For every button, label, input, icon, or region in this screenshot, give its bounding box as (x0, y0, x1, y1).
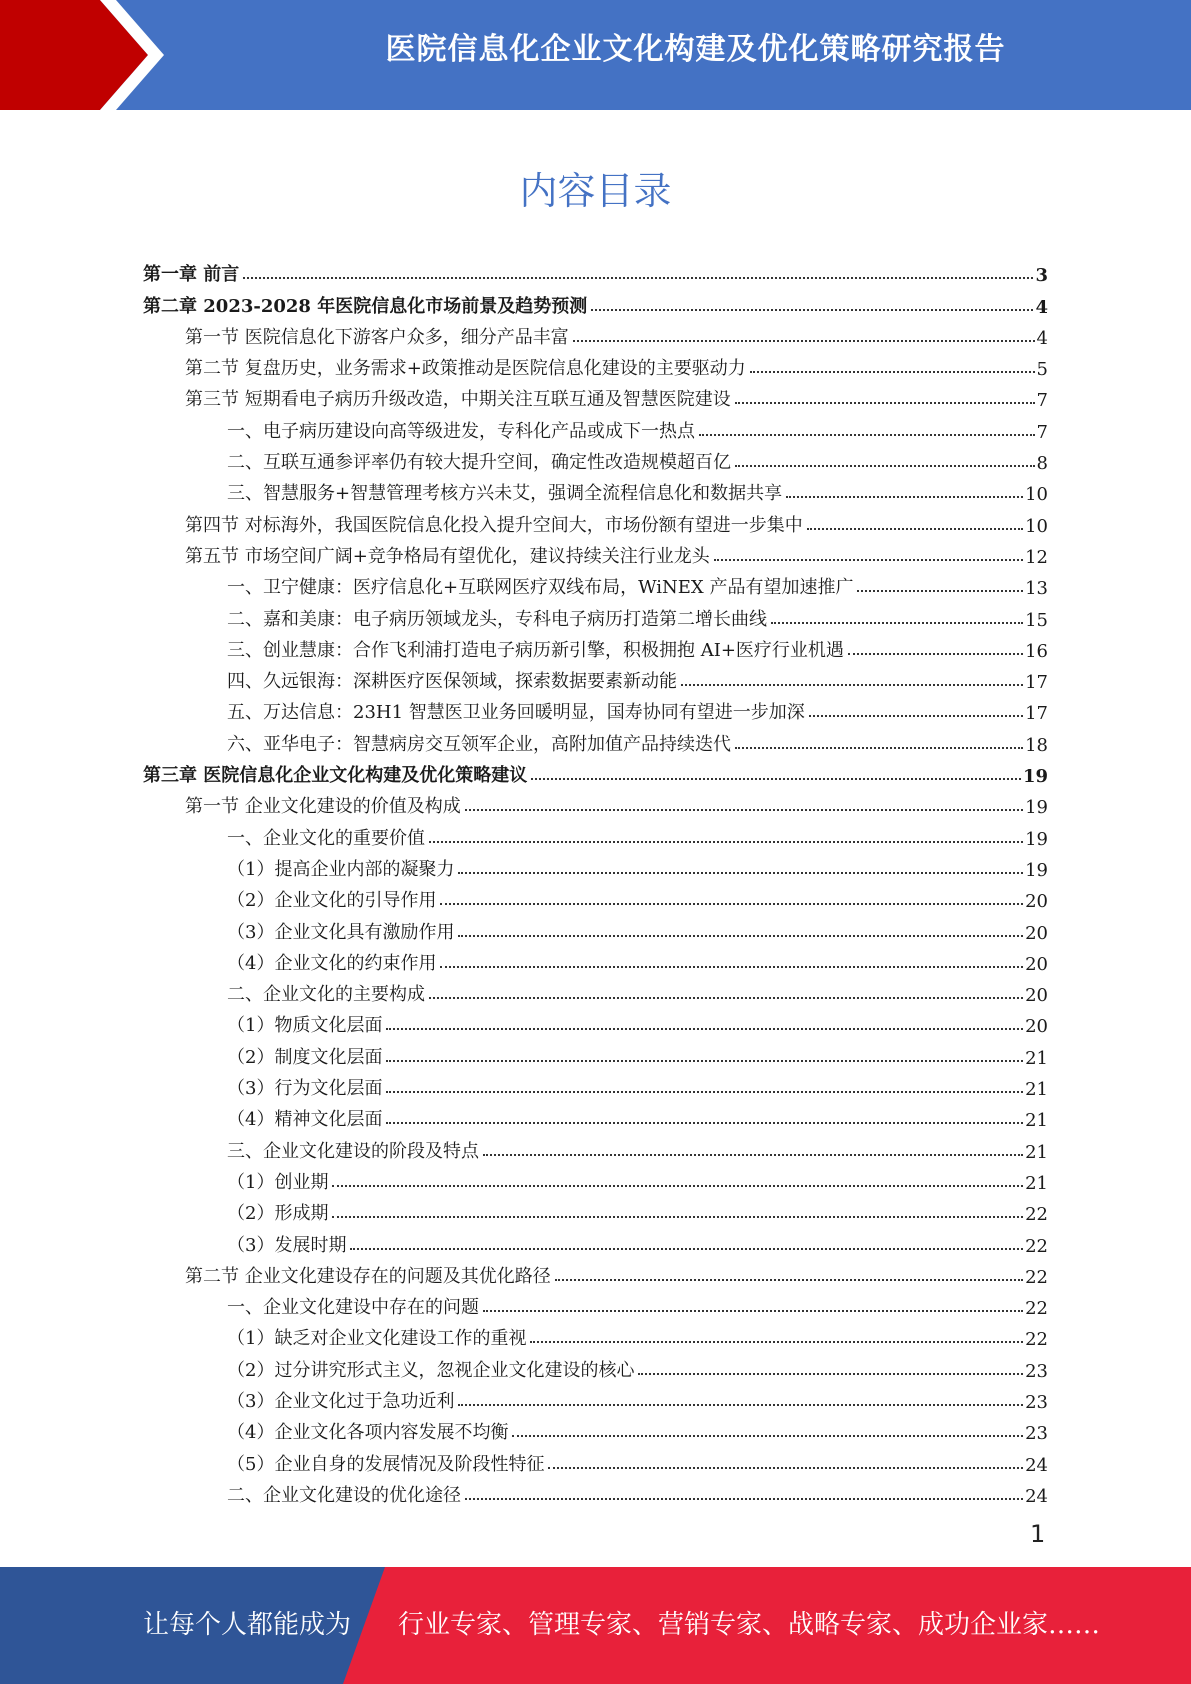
toc-entry-page: 21 (1025, 1141, 1048, 1163)
toc-entry-page: 19 (1025, 797, 1048, 819)
report-title: 医院信息化企业文化构建及优化策略研究报告 (385, 32, 1006, 67)
toc-entry-page: 18 (1025, 734, 1048, 756)
toc-entry-label: 第三节 短期看电子病历升级改造，中期关注互联互通及智慧医院建设 (185, 389, 731, 411)
toc-leader-dots (429, 841, 1023, 843)
toc-entry[interactable] (143, 724, 1048, 755)
toc-entry-label: 五、万达信息：23H1 智慧医卫业务回暖明显，国寿协同有望进一步加深 (227, 702, 805, 724)
toc-leader-dots (332, 1185, 1023, 1187)
toc-entry-page: 7 (1036, 390, 1048, 412)
toc-entry-page: 20 (1025, 985, 1048, 1007)
toc-entry-page: 22 (1025, 1266, 1048, 1288)
toc-entry[interactable] (143, 411, 1048, 442)
toc-entry-page: 21 (1025, 1110, 1048, 1132)
toc-entry-page: 19 (1022, 766, 1048, 788)
toc-entry-page: 3 (1035, 265, 1048, 287)
toc-entry-page: 22 (1025, 1204, 1048, 1226)
toc-entry[interactable] (143, 1257, 1048, 1288)
toc-entry[interactable] (143, 1288, 1048, 1319)
toc-entry-label: （2）制度文化层面 (227, 1046, 383, 1068)
toc-entry-page: 10 (1025, 515, 1048, 537)
toc-entry-page: 20 (1025, 891, 1048, 913)
toc-entry-page: 17 (1025, 672, 1048, 694)
toc-entry-page: 4 (1036, 327, 1048, 349)
toc-entry-page: 23 (1025, 1360, 1048, 1382)
toc-entry-label: 第一节 医院信息化下游客户众多，细分产品丰富 (185, 326, 569, 348)
toc-entry-label: 六、亚华电子：智慧病房交互领军企业，高附加值产品持续迭代 (227, 733, 731, 755)
toc-entry-label: 二、嘉和美康：电子病历领域龙头，专科电子病历打造第二增长曲线 (227, 608, 767, 630)
toc-leader-dots (573, 340, 1035, 342)
toc-leader-dots (555, 1279, 1023, 1281)
toc-entry-label: （1）缺乏对企业文化建设工作的重视 (227, 1328, 527, 1350)
toc-entry-label: 三、智慧服务+智慧管理考核方兴未艾，强调全流程信息化和数据共享 (227, 483, 783, 505)
toc-leader-dots (243, 277, 1033, 279)
toc-entry[interactable] (143, 818, 1048, 849)
toc-leader-dots (750, 371, 1035, 373)
toc-entry[interactable] (143, 1225, 1048, 1256)
toc-entry-page: 21 (1025, 1172, 1048, 1194)
toc-entry-page: 15 (1025, 609, 1048, 631)
toc-entry-page: 20 (1025, 1016, 1048, 1038)
toc-leader-dots (735, 747, 1023, 749)
toc-entry[interactable] (143, 286, 1048, 317)
toc-entry[interactable] (143, 1413, 1048, 1444)
toc-entry[interactable] (143, 1037, 1048, 1068)
toc-entry-label: 二、企业文化的主要构成 (227, 984, 425, 1006)
toc-entry-label: （3）企业文化过于急功近利 (227, 1390, 455, 1412)
toc-entry-page: 19 (1025, 859, 1048, 881)
toc-leader-dots (386, 1028, 1023, 1030)
toc-leader-dots (332, 1216, 1023, 1218)
toc-entry[interactable] (143, 255, 1048, 286)
toc-entry[interactable] (143, 1131, 1048, 1162)
toc-entry-page: 16 (1025, 640, 1048, 662)
toc-leader-dots (350, 1248, 1023, 1250)
toc-entry-page: 22 (1025, 1298, 1048, 1320)
toc-leader-dots (809, 715, 1023, 717)
toc-leader-dots (440, 903, 1023, 905)
toc-entry-label: （4）企业文化各项内容发展不均衡 (227, 1422, 509, 1444)
toc-entry-page: 21 (1025, 1079, 1048, 1101)
toc-entry-label: 第一节 企业文化建设的价值及构成 (185, 796, 461, 818)
toc-leader-dots (591, 309, 1033, 311)
toc-entry[interactable] (143, 693, 1048, 724)
toc-leader-dots (786, 496, 1023, 498)
toc-entry[interactable] (143, 944, 1048, 975)
toc-entry-label: 二、企业文化建设的优化途径 (227, 1484, 461, 1506)
toc-leader-dots (714, 559, 1023, 561)
toc-leader-dots (465, 1498, 1023, 1500)
toc-entry[interactable] (143, 1350, 1048, 1381)
toc-entry[interactable] (143, 599, 1048, 630)
toc-leader-dots (735, 402, 1035, 404)
toc-entry-label: 第二节 复盘历史，业务需求+政策推动是医院信息化建设的主要驱动力 (185, 358, 746, 380)
toc-entry-page: 19 (1025, 828, 1048, 850)
toc-entry-page: 22 (1025, 1235, 1048, 1257)
toc-entry-label: 一、卫宁健康：医疗信息化+互联网医疗双线布局，WiNEX 产品有望加速推广 (227, 577, 854, 599)
toc-entry[interactable] (143, 662, 1048, 693)
toc-entry[interactable] (143, 349, 1048, 380)
toc-leader-dots (458, 872, 1023, 874)
toc-entry[interactable] (143, 1006, 1048, 1037)
toc-entry-page: 24 (1025, 1485, 1048, 1507)
toc-entry[interactable] (143, 1163, 1048, 1194)
toc-heading: 内容目录 (519, 169, 672, 213)
page-footer (0, 1567, 1191, 1684)
toc-leader-dots (386, 1060, 1023, 1062)
toc-entry-label: （4）企业文化的约束作用 (227, 952, 437, 974)
toc-entry[interactable] (143, 380, 1048, 411)
toc-entry-label: 三、创业慧康：合作飞利浦打造电子病历新引擎，积极拥抱 AI+医疗行业机遇 (227, 639, 844, 661)
toc-leader-dots (848, 653, 1023, 655)
toc-entry-page: 13 (1025, 578, 1048, 600)
toc-entry-label: （5）企业自身的发展情况及阶段性特征 (227, 1453, 545, 1475)
toc-leader-dots (429, 997, 1023, 999)
toc-entry-page: 23 (1025, 1423, 1048, 1445)
toc-leader-dots (807, 528, 1023, 530)
toc-entry[interactable] (143, 912, 1048, 943)
toc-entry-page: 21 (1025, 1047, 1048, 1069)
toc-entry[interactable] (143, 1444, 1048, 1475)
toc-entry[interactable] (143, 1319, 1048, 1350)
toc-leader-dots (548, 1467, 1023, 1469)
toc-entry[interactable] (143, 443, 1048, 474)
toc-entry[interactable] (143, 1476, 1048, 1507)
toc-entry[interactable] (143, 537, 1048, 568)
toc-leader-dots (483, 1154, 1023, 1156)
toc-entry[interactable] (143, 756, 1048, 787)
toc-entry-label: （3）发展时期 (227, 1234, 347, 1256)
toc-entry[interactable] (143, 881, 1048, 912)
toc-entry-page: 17 (1025, 703, 1048, 725)
toc-entry[interactable] (143, 975, 1048, 1006)
toc-entry-page: 7 (1036, 421, 1048, 443)
toc-entry-label: （3）行为文化层面 (227, 1078, 383, 1100)
toc-entry[interactable] (143, 568, 1048, 599)
toc-leader-dots (735, 465, 1035, 467)
footer-slogan-right: 行业专家、管理专家、营销专家、战略专家、成功企业家…… (398, 1610, 1101, 1640)
toc-entry-label: （1）物质文化层面 (227, 1015, 383, 1037)
toc-leader-dots (681, 684, 1023, 686)
toc-leader-dots (483, 1310, 1023, 1312)
toc-entry-label: （2）过分讲究形式主义，忽视企业文化建设的核心 (227, 1359, 635, 1381)
toc-entry[interactable] (143, 1069, 1048, 1100)
toc-entry-page: 20 (1025, 922, 1048, 944)
toc-entry[interactable] (143, 318, 1048, 349)
toc-entry-label: （1）提高企业内部的凝聚力 (227, 858, 455, 880)
toc-entry-label: （2）企业文化的引导作用 (227, 890, 437, 912)
toc-entry[interactable] (143, 850, 1048, 881)
toc-leader-dots (458, 1404, 1023, 1406)
toc-leader-dots (465, 809, 1023, 811)
toc-entry-label: （4）精神文化层面 (227, 1109, 383, 1131)
footer-slogan-left: 让每个人都能成为 (143, 1610, 352, 1640)
toc-entry[interactable] (143, 1382, 1048, 1413)
toc-entry-label: （1）创业期 (227, 1171, 329, 1193)
toc-leader-dots (771, 622, 1023, 624)
toc-leader-dots (638, 1373, 1023, 1375)
toc-entry-label: 第四节 对标海外，我国医院信息化投入提升空间大，市场份额有望进一步集中 (185, 514, 803, 536)
toc-entry[interactable] (143, 505, 1048, 536)
toc-leader-dots (699, 434, 1035, 436)
toc-entry[interactable] (143, 787, 1048, 818)
toc-leader-dots (386, 1122, 1023, 1124)
toc-entry-label: 第三章 医院信息化企业文化构建及优化策略建议 (143, 765, 528, 787)
toc-entry-label: 第二节 企业文化建设存在的问题及其优化路径 (185, 1265, 551, 1287)
toc-entry-page: 10 (1025, 484, 1048, 506)
toc-leader-dots (440, 966, 1023, 968)
table-of-contents (143, 255, 1048, 1507)
toc-entry-label: （2）形成期 (227, 1203, 329, 1225)
toc-leader-dots (530, 1341, 1023, 1343)
toc-entry[interactable] (143, 1100, 1048, 1131)
toc-entry-label: 第二章 2023-2028 年医院信息化市场前景及趋势预测 (143, 295, 588, 317)
toc-entry-label: 第五节 市场空间广阔+竞争格局有望优化，建议持续关注行业龙头 (185, 545, 710, 567)
toc-leader-dots (531, 778, 1021, 780)
toc-entry[interactable] (143, 631, 1048, 662)
toc-entry-label: （3）企业文化具有激励作用 (227, 921, 455, 943)
toc-entry-page: 12 (1025, 546, 1048, 568)
toc-entry-label: 第一章 前言 (143, 264, 240, 286)
toc-entry-page: 8 (1036, 453, 1048, 475)
toc-leader-dots (512, 1435, 1023, 1437)
toc-leader-dots (386, 1091, 1023, 1093)
toc-entry[interactable] (143, 1194, 1048, 1225)
toc-entry-page: 5 (1036, 359, 1048, 381)
toc-entry-page: 22 (1025, 1329, 1048, 1351)
toc-entry-label: 二、互联互通参评率仍有较大提升空间，确定性改造规模超百亿 (227, 452, 731, 474)
toc-entry-page: 23 (1025, 1391, 1048, 1413)
toc-leader-dots (857, 590, 1023, 592)
toc-entry-page: 20 (1025, 953, 1048, 975)
toc-entry-label: 一、企业文化的重要价值 (227, 827, 425, 849)
toc-entry-page: 24 (1025, 1454, 1048, 1476)
toc-leader-dots (458, 935, 1023, 937)
toc-entry-label: 一、电子病历建设向高等级进发，专科化产品或成下一热点 (227, 420, 695, 442)
toc-entry-page: 4 (1035, 296, 1048, 318)
toc-entry-label: 三、企业文化建设的阶段及特点 (227, 1140, 479, 1162)
toc-entry[interactable] (143, 474, 1048, 505)
page-header (0, 0, 1191, 110)
toc-entry-label: 一、企业文化建设中存在的问题 (227, 1297, 479, 1319)
toc-entry-label: 四、久远银海：深耕医疗医保领域，探索数据要素新动能 (227, 671, 677, 693)
page-number: 1 (1030, 1520, 1046, 1548)
